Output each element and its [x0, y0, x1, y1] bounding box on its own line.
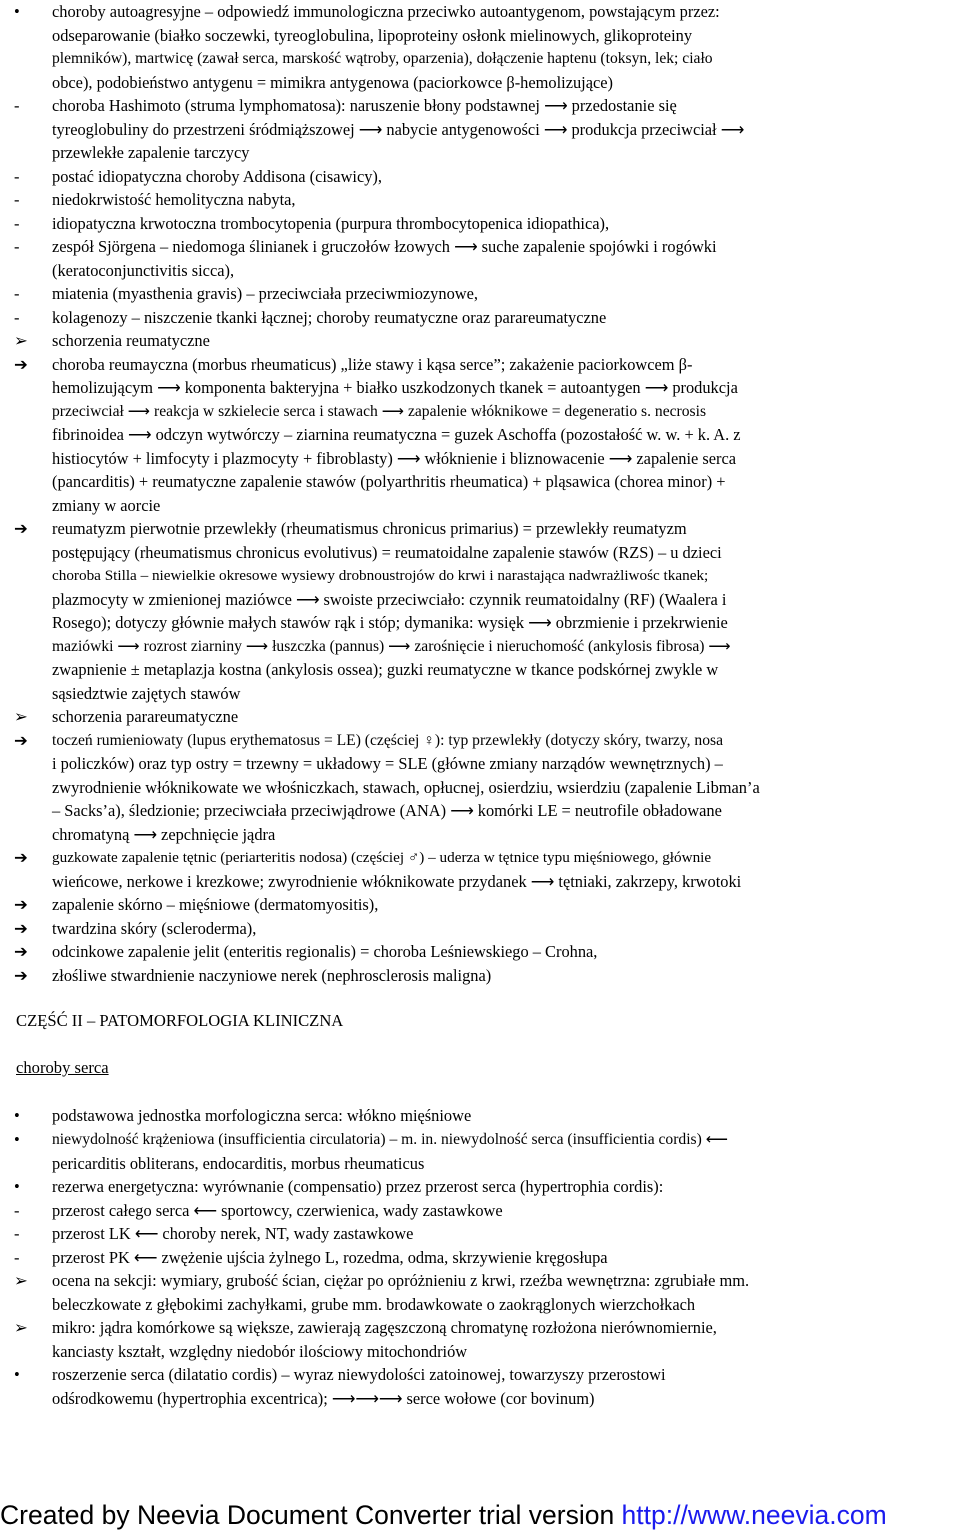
- line-text: choroba reumayczna (morbus rheumaticus) „liże stawy i kąsa serce”; zakażenie paciorkowcem β-: [52, 354, 693, 374]
- line-text: beleczkowate z głębokimi zachyłkami, grube mm. brodawkowate o zaokrąglonych wierzchołkach: [52, 1294, 696, 1314]
- line-text: podstawowa jednostka morfologiczna serca: włókno mięśniowe: [52, 1106, 472, 1125]
- arrow-bullet-icon: ➔: [14, 848, 28, 867]
- line-text: zmiany w aorcie: [52, 495, 161, 515]
- list-item: [0, 1269, 960, 1293]
- line-text: odśrodkowemu (hypertrophia excentrica); ⟶⟶⟶ serce wołowe (cor bovinum): [52, 1388, 595, 1408]
- dash-marker: -: [14, 1224, 20, 1243]
- list-item: [0, 306, 960, 330]
- line-text: schorzenia parareumatyczne: [52, 707, 239, 726]
- line-text: schorzenia reumatyczne: [52, 331, 210, 350]
- list-item: [0, 1222, 960, 1246]
- chevron-bullet-icon: ➢: [14, 331, 28, 350]
- list-item: [0, 729, 960, 753]
- line-continuation: [0, 658, 960, 682]
- line-text: niedokrwistość hemolityczna nabyta,: [52, 190, 296, 209]
- line-continuation: [0, 1387, 960, 1411]
- arrow-bullet-icon: ➔: [14, 519, 28, 538]
- line-text: toczeń rumieniowaty (lupus erythematosus = LE) (częściej ♀): typ przewlekły (dotyczy skóry, twarzy, nosa: [52, 731, 724, 749]
- list-item: [0, 188, 960, 212]
- dash-marker: -: [14, 237, 20, 256]
- list-item: [0, 917, 960, 941]
- line-continuation: [0, 682, 960, 706]
- line-continuation: [0, 470, 960, 494]
- line-continuation: [0, 541, 960, 565]
- line-text: reumatyzm pierwotnie przewlekły (rheumatismus chronicus primarius) = przewlekły reumatyzm: [52, 519, 687, 538]
- line-text: Rosego); dotyczy głównie małych stawów rąk i stóp; dymanika: wysięk ⟶ obrzmienie i przekrwienie: [52, 613, 728, 632]
- line-continuation: [0, 47, 960, 71]
- line-continuation: [0, 24, 960, 48]
- list-item: [0, 1363, 960, 1387]
- line-text: hemolizującym ⟶ komponenta bakteryjna + białko uszkodzonych tkanek = autoantygen ⟶ produkcja: [52, 378, 738, 397]
- line-text: ocena na sekcji: wymiary, grubość ścian, ciężar po opróżnieniu z krwi, rzeźba wewnętrzna: zgrubiałe mm.: [52, 1271, 750, 1290]
- list-item: [0, 940, 960, 964]
- list-item: [0, 165, 960, 189]
- line-text: choroby autoagresyjne – odpowiedź immunologiczna przeciwko autoantygenom, powstającym przez:: [52, 2, 720, 21]
- line-continuation: [0, 776, 960, 800]
- line-text: przerost całego serca ⟵ sportowcy, czerwienica, wady zastawkowe: [52, 1200, 503, 1220]
- dash-marker: -: [14, 284, 20, 303]
- line-text: twardzina skóry (scleroderma),: [52, 918, 257, 938]
- list-item: [0, 282, 960, 306]
- line-text: tyreoglobuliny do przestrzeni śródmiąższowej ⟶ nabycie antygenowości ⟶ produkcja przeciwciał ⟶: [52, 119, 745, 139]
- arrow-bullet-icon: ➔: [14, 354, 28, 374]
- line-text: przerost PK ⟵ zwężenie ujścia żylnego L, rozedma, odma, skrzywienie kręgosłupa: [52, 1247, 608, 1267]
- line-text: odseparowanie (białko soczewki, tyreoglobulina, lipoproteiny osłonk mielinowych, glikoproteiny: [52, 25, 693, 45]
- line-text: (pancarditis) + reumatyczne zapalenie stawów (polyarthritis rheumatica) + pląsawica (chorea minor) +: [52, 472, 726, 491]
- line-text: zwapnienie ± metaplazja kostna (ankylosis ossea); guzki reumatyczne w tkance podskórnej zwykle w: [52, 660, 719, 679]
- bullet-marker: •: [14, 1177, 20, 1196]
- line-text: zapalenie skórno – mięśniowe (dermatomyositis),: [52, 895, 379, 914]
- line-continuation: [0, 259, 960, 283]
- line-continuation: [0, 447, 960, 471]
- line-text: histiocytów + limfocyty i plazmocyty + fibroblasty) ⟶ włóknienie i bliznowacenie ⟶ zapalenie serca: [52, 448, 737, 468]
- line-text: i policzków) oraz typ ostry = trzewny = układowy = SLE (główne zmiany narządów wewnętrznych) –: [52, 754, 723, 773]
- line-text: roszerzenie serca (dilatatio cordis) – wyraz niewydolości zatoinowej, towarzyszy przerostowi: [52, 1365, 666, 1384]
- line-text: zwyrodnienie włóknikowate we włośniczkach, stawach, opłucnej, osierdziu, wsierdziu (zapalenie Libman’a: [52, 777, 760, 797]
- list-item: [0, 1316, 960, 1340]
- chevron-bullet-icon: ➢: [14, 1271, 28, 1290]
- line-text: odcinkowe zapalenie jelit (enteritis regionalis) = choroba Leśniewskiego – Crohna,: [52, 942, 598, 961]
- line-text: mikro: jądra komórkowe są większe, zawierają zagęszczoną chromatynę rozłożona nierównomiernie,: [52, 1318, 717, 1337]
- line-text: obce), podobieństwo antygenu = mimikra antygenowa (paciorkowce β-hemolizujące): [52, 72, 614, 92]
- list-item: [0, 846, 960, 870]
- line-continuation: [0, 494, 960, 518]
- watermark-text: Created by Neevia Document Converter trial version: [0, 1500, 622, 1530]
- list-item: [0, 1246, 960, 1270]
- arrow-bullet-icon: ➔: [14, 942, 28, 961]
- dash-marker: -: [14, 213, 20, 233]
- dash-marker: -: [14, 190, 20, 209]
- line-text: choroba Hashimoto (struma lymphomatosa): naruszenie błony podstawnej ⟶ przedostanie się: [52, 96, 677, 115]
- arrow-bullet-icon: ➔: [14, 918, 28, 938]
- dash-marker: -: [14, 1200, 20, 1220]
- line-continuation: [0, 588, 960, 612]
- line-text: złośliwe stwardnienie naczyniowe nerek (nephrosclerosis maligna): [52, 965, 492, 985]
- line-continuation: [0, 423, 960, 447]
- line-continuation: [0, 1152, 960, 1176]
- line-text: postępujący (rheumatismus chronicus evolutivus) = reumatoidalne zapalenie stawów (RZS) – u dzieci: [52, 542, 722, 562]
- converter-watermark: [0, 1497, 960, 1533]
- watermark-link[interactable]: http://www.neevia.com: [621, 1500, 887, 1530]
- line-text: przewlekłe zapalenie tarczycy: [52, 143, 250, 162]
- list-item: [0, 517, 960, 541]
- list-item: [0, 705, 960, 729]
- list-item: [0, 329, 960, 353]
- line-text: choroba Stilla – niewielkie okresowe wysiewy drobnoustrojów do krwi i narastająca nadwrażliwośc tkanek;: [52, 567, 709, 584]
- dash-marker: -: [14, 166, 20, 186]
- arrow-bullet-icon: ➔: [14, 730, 28, 750]
- line-text: miatenia (myasthenia gravis) – przeciwciała przeciwmiozynowe,: [52, 284, 478, 303]
- bullet-marker: •: [14, 2, 20, 21]
- line-continuation: [0, 635, 960, 659]
- subsection-title: choroby serca: [16, 1058, 109, 1077]
- line-continuation: [0, 118, 960, 142]
- line-continuation: [0, 376, 960, 400]
- list-item: [0, 94, 960, 118]
- line-text: – Sacks’a), śledzionie; przeciwciała przeciwjądrowe (ANA) ⟶ komórki LE = neutrofile obładowane: [52, 801, 722, 820]
- line-text: (keratoconjunctivitis sicca),: [52, 260, 235, 280]
- line-continuation: [0, 752, 960, 776]
- line-text: maziówki ⟶ rozrost ziarniny ⟶ łuszczka (pannus) ⟶ zarośnięcie i nieruchomość (ankylosis fibrosa) ⟶: [52, 637, 731, 655]
- dash-marker: -: [14, 96, 20, 115]
- list-item: [0, 1128, 960, 1152]
- line-continuation: [0, 564, 960, 588]
- line-text: wieńcowe, nerkowe i krezkowe; zwyrodnienie włóknikowate przydanek ⟶ tętniaki, zakrzepy, krwotoki: [52, 871, 742, 891]
- line-continuation: [0, 71, 960, 95]
- line-continuation: [0, 1293, 960, 1317]
- line-text: plazmocyty w zmienionej maziówce ⟶ swoiste przeciwciało: czynnik reumatoidalny (RF) (Waalera i: [52, 589, 727, 609]
- line-text: guzkowate zapalenie tętnic (periarteritis nodosa) (częściej ♂) – uderza w tętnice typu mięśniowego, głównie: [52, 849, 712, 866]
- line-text: przeciwciał ⟶ reakcja w szkielecie serca i stawach ⟶ zapalenie włóknikowe = degeneratio s. necrosis: [52, 402, 707, 420]
- bullet-marker: •: [14, 1365, 20, 1384]
- line-text: pericarditis obliterans, endocarditis, morbus rheumaticus: [52, 1153, 425, 1173]
- chevron-bullet-icon: ➢: [14, 1318, 28, 1337]
- bullet-marker: •: [14, 1106, 20, 1125]
- line-text: kolagenozy – niszczenie tkanki łącznej; choroby reumatyczne oraz parareumatyczne: [52, 307, 607, 327]
- line-text: kanciasty kształt, względny niedobór ilościowy mitochondriów: [52, 1341, 468, 1361]
- list-item: [0, 893, 960, 917]
- line-text: niewydolność krążeniowa (insufficientia circulatoria) – m. in. niewydolność serca (insufficientia cordis) ⟵: [52, 1131, 729, 1148]
- chevron-bullet-icon: ➢: [14, 707, 28, 726]
- line-continuation: [0, 611, 960, 635]
- line-text: sąsiedztwie zajętych stawów: [52, 683, 241, 703]
- line-text: fibrinoidea ⟶ odczyn wytwórczy – ziarnina reumatyczna = guzek Aschoffa (pozostałość w. w. + k. A. z: [52, 425, 741, 444]
- arrow-bullet-icon: ➔: [14, 965, 28, 985]
- line-continuation: [0, 141, 960, 165]
- line-continuation: [0, 799, 960, 823]
- list-item: [0, 1199, 960, 1223]
- line-continuation: [0, 1340, 960, 1364]
- line-text: plemników), martwicę (zawał serca, marskość wątroby, oparzenia), dołączenie haptenu (toksyn, lek; ciało: [52, 50, 713, 67]
- line-continuation: [0, 870, 960, 894]
- dash-marker: -: [14, 307, 20, 327]
- list-item: [0, 235, 960, 259]
- part-title: CZĘŚĆ II – PATOMORFOLOGIA KLINICZNA: [16, 1011, 344, 1030]
- list-item: [0, 964, 960, 988]
- line-text: postać idiopatyczna choroby Addisona (cisawicy),: [52, 166, 382, 186]
- arrow-bullet-icon: ➔: [14, 895, 28, 914]
- line-text: idiopatyczna krwotoczna trombocytopenia (purpura thrombocytopenica idiopathica),: [52, 213, 610, 233]
- line-text: przerost LK ⟵ choroby nerek, NT, wady zastawkowe: [52, 1224, 414, 1243]
- bullet-marker: •: [14, 1130, 20, 1149]
- list-item: [0, 1175, 960, 1199]
- list-item: [0, 1104, 960, 1128]
- dash-marker: -: [14, 1247, 20, 1267]
- list-item: [0, 212, 960, 236]
- line-text: chromatyną ⟶ zepchnięcie jądra: [52, 824, 276, 844]
- line-text: rezerwa energetyczna: wyrównanie (compensatio) przez przerost serca (hypertrophia cordis):: [52, 1177, 664, 1196]
- line-continuation: [0, 400, 960, 424]
- list-item: [0, 0, 960, 24]
- line-text: zespół Sjörgena – niedomoga ślinianek i gruczołów łzowych ⟶ suche zapalenie spojówki i rogówki: [52, 237, 717, 256]
- line-continuation: [0, 823, 960, 847]
- list-item: [0, 353, 960, 377]
